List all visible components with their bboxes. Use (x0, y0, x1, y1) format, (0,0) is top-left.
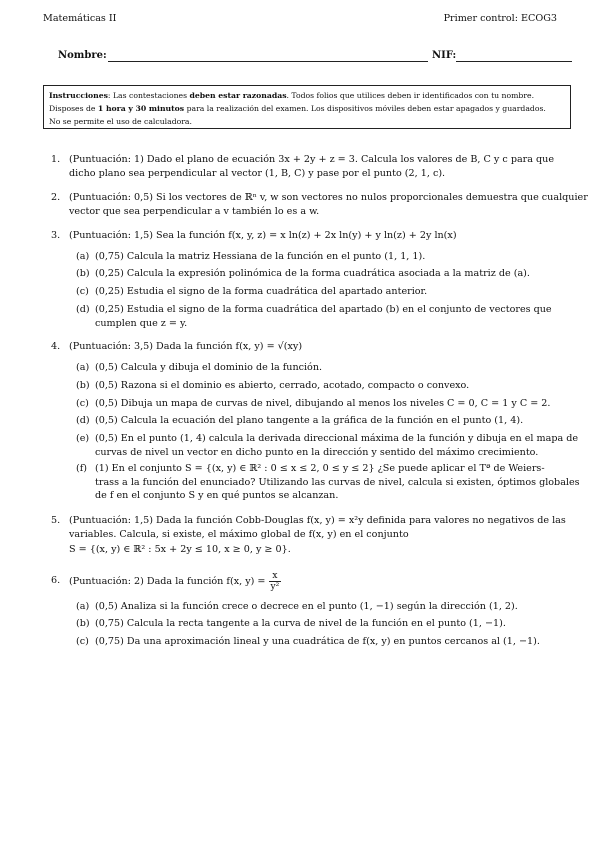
instructions-box (43, 85, 571, 129)
instr-bold-2: deben estar razonadas (189, 91, 287, 100)
subitem-text: (0,5) Razona si el dominio es abierto, cerrado, acotado, compacto o convexo. (95, 380, 470, 391)
subitem-text: (0,5) Analiza si la función crece o decrece en el punto (1, −1) según la dirección (1, 2). (95, 601, 518, 612)
nif-line[interactable] (456, 61, 572, 62)
subitem-label: (b) (76, 380, 90, 391)
question-text: (Puntuación: 1) Dado el plano de ecuación 3x + 2y + z = 3. Calcula los valores de B, C y c para que (69, 154, 555, 165)
instr-bold-1: Instrucciones (49, 91, 108, 100)
name-label: Nombre: (58, 50, 107, 61)
question-text: S = {(x, y) ∈ ℝ² : 5x + 2y ≤ 10, x ≥ 0, y ≥ 0}. (69, 544, 291, 555)
subitem-text: (0,25) Calcula la expresión polinómica de la forma cuadrática asociada a la matriz de (a). (95, 268, 530, 279)
exam-title: Primer control: ECOG3 (443, 13, 557, 24)
question-text: dicho plano sea perpendicular al vector (1, B, C) y pase por el punto (2, 1, c). (69, 167, 446, 179)
question-number: 1. (51, 154, 61, 165)
subitem-label: (d) (76, 304, 90, 315)
question-text: variables. Calcula, si existe, el máximo global de f(x, y) en el conjunto (69, 528, 409, 540)
subitem-label: (e) (76, 433, 90, 444)
question-text: (Puntuación: 1,5) Dada la función Cobb-Douglas f(x, y) = x²y definida para valores no negativos de las (69, 515, 566, 526)
student-id-row (58, 47, 572, 63)
subitem-text: (0,25) Estudia el signo de la forma cuadrática del apartado anterior. (95, 286, 428, 297)
subitem-text: (1) En el conjunto S = {(x, y) ∈ ℝ² : 0 ≤ x ≤ 2, 0 ≤ y ≤ 2} ¿Se puede aplicar el Tª de Weiers- (95, 463, 545, 474)
subitem-label: (b) (76, 268, 90, 279)
subitem-label: (c) (76, 286, 89, 297)
subitem-label: (a) (76, 601, 90, 612)
subitem-label: (c) (76, 398, 89, 409)
fraction-denominator: y² (270, 582, 280, 592)
subitem-text: (0,75) Da una aproximación lineal y una cuadrática de f(x, y) en puntos cercanos al (1, −1). (95, 636, 540, 647)
question-text: vector que sea perpendicular a v también lo es a w. (69, 205, 320, 217)
subitem-text: trass a la función del enunciado? Utilizando las curvas de nivel, calcula si existen, óptimos globales (95, 476, 580, 488)
instr-text-1: : Las contestaciones (107, 91, 190, 100)
name-line[interactable] (108, 61, 428, 62)
subitem-text: (0,5) En el punto (1, 4) calcula la derivada direccional máxima de la función y dibuja en el mapa de (95, 433, 579, 444)
subitem-label: (a) (76, 251, 90, 262)
instr-text-2: . Todos folios que utilices deben ir identificados con tu nombre. (286, 91, 535, 100)
subitem-text: (0,75) Calcula la recta tangente a la curva de nivel de la función en el punto (1, −1). (95, 618, 506, 629)
subitem-text: (0,25) Estudia el signo de la forma cuadrática del apartado (b) en el conjunto de vectores que (95, 304, 552, 315)
question-text: (Puntuación: 1,5) Sea la función f(x, y, z) = x ln(z) + 2x ln(y) + y ln(z) + 2y ln(x) (69, 230, 457, 241)
question-text: (Puntuación: 3,5) Dada la función f(x, y) = √(xy) (69, 341, 303, 352)
question-text: (Puntuación: 2) Dada la función f(x, y) = (69, 576, 269, 587)
subitem-label: (b) (76, 618, 90, 629)
instr-text-4: para la realización del examen. Los dispositivos móviles deben estar apagados y guardados. (184, 104, 546, 113)
instr-text-5: No se permite el uso de calculadora. (49, 117, 192, 126)
subitem-text: (0,5) Dibuja un mapa de curvas de nivel, dibujando al menos los niveles C = 0, C = 1 y C = 2. (95, 398, 551, 409)
subitem-text: cumplen que z = y. (95, 317, 188, 329)
question-text: (Puntuación: 0,5) Si los vectores de ℝⁿ v, w son vectores no nulos proporcionales demuestra que cualquier (69, 192, 588, 203)
question-number: 2. (51, 192, 61, 203)
subitem-text: de f en el conjunto S y en qué puntos se alcanzan. (95, 490, 339, 501)
course-title: Matemáticas II (43, 13, 117, 24)
instr-text-3: Disposes de (49, 104, 98, 113)
subitem-text: curvas de nivel un vector en dicho punto en la dirección y sentido del máximo crecimiento. (95, 446, 539, 458)
subitem-text: (0,5) Calcula la ecuación del plano tangente a la gráfica de la función en el punto (1, 4). (95, 415, 524, 426)
subitem-text: (0,5) Calcula y dibuja el dominio de la función. (95, 362, 323, 373)
nif-label: NIF: (432, 50, 457, 61)
fraction-numerator: x (269, 571, 282, 582)
question-number: 4. (51, 341, 61, 352)
subitem-label: (a) (76, 362, 90, 373)
fraction (269, 571, 282, 592)
subitem-label: (c) (76, 636, 89, 647)
subitem-label: (f) (76, 463, 88, 474)
instr-bold-3: 1 hora y 30 minutos (97, 104, 185, 113)
question-number: 6. (51, 575, 61, 586)
question-number: 3. (51, 230, 61, 241)
subitem-label: (d) (76, 415, 90, 426)
question-number: 5. (51, 515, 61, 526)
subitem-text: (0,75) Calcula la matriz Hessiana de la función en el punto (1, 1, 1). (95, 251, 426, 262)
